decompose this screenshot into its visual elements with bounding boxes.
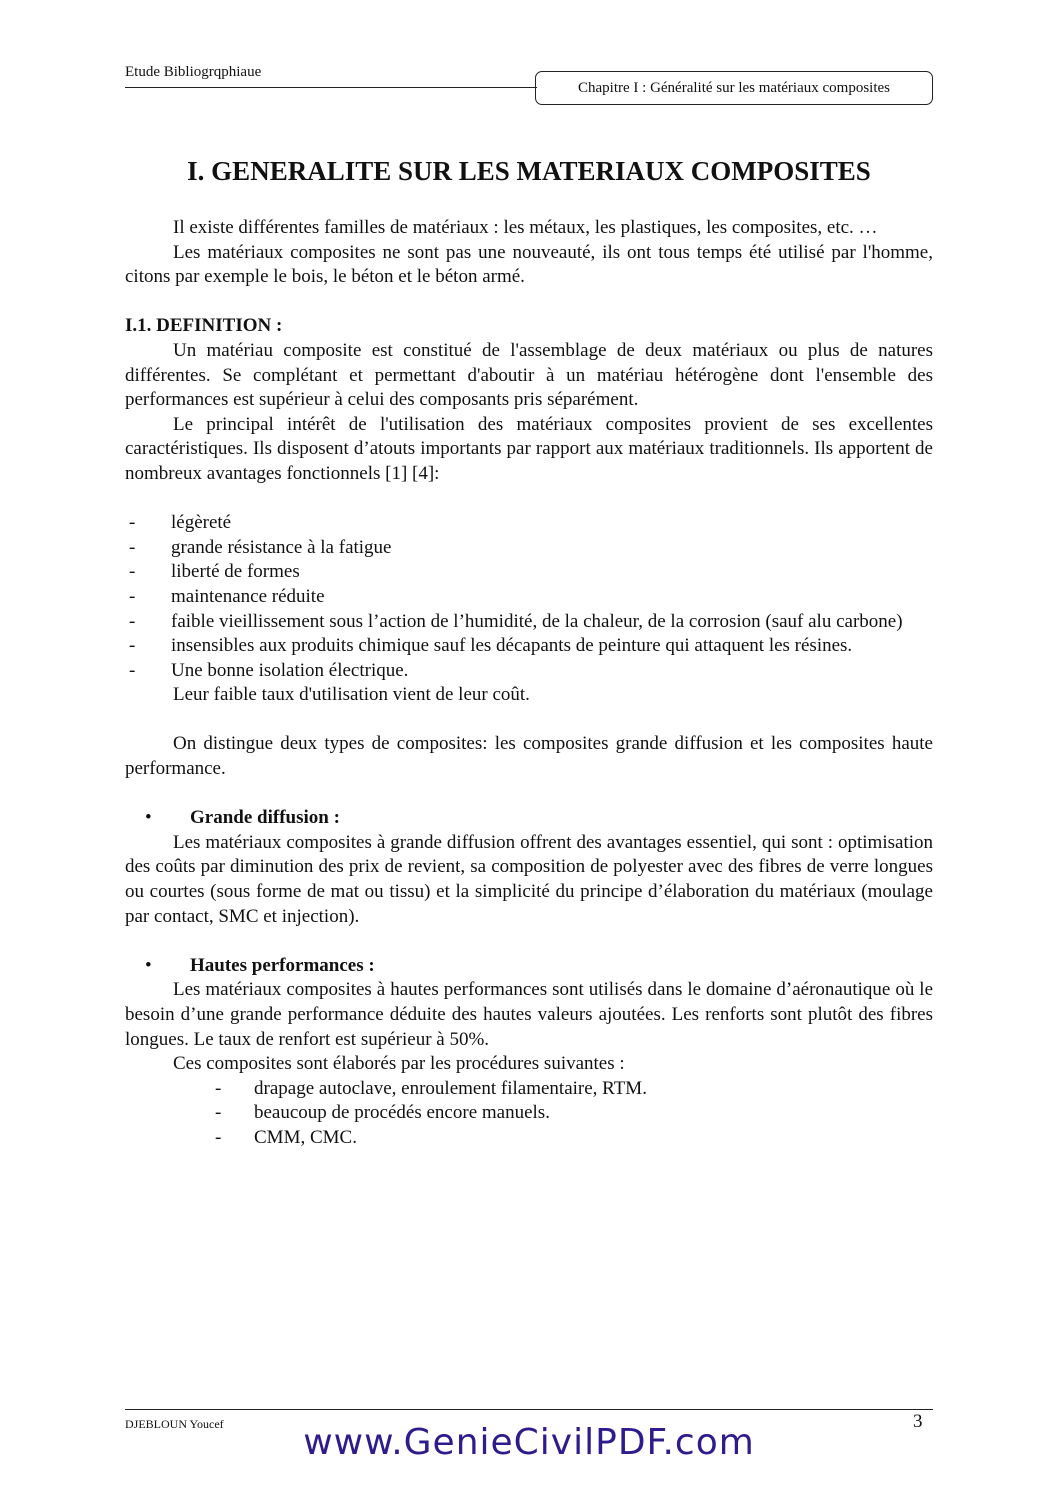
dash-marker: - bbox=[129, 536, 136, 558]
advantages-list bbox=[125, 511, 933, 683]
dash-marker: - bbox=[129, 585, 136, 607]
dash-marker: - bbox=[215, 1077, 222, 1099]
spacer bbox=[125, 929, 933, 954]
footer-author: DJEBLOUN Youcef bbox=[125, 1417, 224, 1431]
types-paragraph: On distingue deux types de composites: les composites grande diffusion et les composites haute performance. bbox=[125, 733, 933, 780]
dash-marker: - bbox=[129, 610, 136, 632]
spacer bbox=[125, 487, 933, 512]
document-body bbox=[125, 216, 933, 1151]
header-rule bbox=[125, 87, 537, 88]
hautes-performances-heading: • Hautes performances : bbox=[125, 954, 933, 979]
footer-rule bbox=[125, 1409, 933, 1410]
dash-marker: - bbox=[215, 1126, 222, 1148]
grande-diffusion-text: Les matériaux composites à grande diffusion offrent des avantages essentiel, qui sont : optimisation des coûts par diminution des prix de revient, sa composition de polyester avec des fibres de verre longues ou courtes (sous forme de mat ou tissu) et la simplicité du principe d’élaboration du matériaux (moulage par contact, SMC et injection). bbox=[125, 831, 933, 927]
dash-marker: - bbox=[129, 659, 136, 681]
dash-marker: - bbox=[129, 561, 136, 583]
bullet-marker: • bbox=[145, 954, 152, 976]
spacer bbox=[125, 708, 933, 733]
intro-paragraph-1: Il existe différentes familles de matériaux : les métaux, les plastiques, les composites, etc. … bbox=[173, 217, 878, 238]
list-item: - Une bonne isolation électrique. bbox=[125, 659, 933, 684]
chapter-box bbox=[535, 71, 933, 105]
list-item: - beaucoup de procédés encore manuels. bbox=[125, 1101, 933, 1126]
bullet-marker: • bbox=[145, 807, 152, 829]
dash-marker: - bbox=[129, 635, 136, 657]
list-item: - grande résistance à la fatigue bbox=[125, 536, 933, 561]
page-title: I. GENERALITE SUR LES MATERIAUX COMPOSITES bbox=[187, 156, 871, 186]
list-item: - légèreté bbox=[125, 511, 933, 536]
definition-paragraph-2: Le principal intérêt de l'utilisation des matériaux composites provient de ses excellentes caractéristiques. Ils disposent d’atouts importants par rapport aux matériaux traditionnels. Ils apportent de nombreux avantages fonctionnels [1] [4]: bbox=[125, 413, 933, 484]
procedures-intro: Ces composites sont élaborés par les procédures suivantes : bbox=[173, 1053, 625, 1075]
spacer bbox=[125, 782, 933, 807]
list-item: - CMM, CMC. bbox=[125, 1126, 933, 1151]
procedures-list bbox=[125, 1077, 933, 1151]
dash-marker: - bbox=[215, 1102, 222, 1124]
list-item: - drapage autoclave, enroulement filamentaire, RTM. bbox=[125, 1077, 933, 1102]
grande-diffusion-heading: • Grande diffusion : bbox=[125, 806, 933, 831]
list-item: - liberté de formes bbox=[125, 560, 933, 585]
definition-heading: I.1. DEFINITION : bbox=[125, 315, 283, 337]
definition-paragraph-1: Un matériau composite est constitué de l'assemblage de deux matériaux ou plus de natures différentes. Se complétant et permettant d'aboutir à un matériau hétérogène dont l'ensemble des performances est supérieur à celui des composants pris séparément. bbox=[125, 339, 933, 411]
spacer bbox=[125, 290, 933, 315]
header-left-text: Etude Bibliogrqphiaue bbox=[125, 64, 262, 80]
list-item: - maintenance réduite bbox=[125, 585, 933, 610]
list-item: - faible vieillissement sous l’action de l’humidité, de la chaleur, de la corrosion (sauf alu carbone) bbox=[125, 610, 933, 635]
chapter-title: Chapitre I : Généralité sur les matériaux composites bbox=[578, 79, 890, 96]
dash-marker: - bbox=[129, 512, 136, 534]
hautes-performances-text: Les matériaux composites à hautes performances sont utilisés dans le domaine d’aéronautique où le besoin d’une grande performance déduite des hautes valeurs ajoutées. Les renforts sont plutôt des fibres longues. Le taux de renfort est supérieur à 50%. bbox=[125, 979, 933, 1050]
cost-note: Leur faible taux d'utilisation vient de leur coût. bbox=[173, 684, 530, 706]
page-number: 3 bbox=[913, 1411, 923, 1432]
intro-paragraph-2: Les matériaux composites ne sont pas une nouveauté, ils ont tous temps été utilisé par l'homme, citons par exemple le bois, le béton et le béton armé. bbox=[125, 241, 933, 288]
watermark-link[interactable]: www.GenieCivilPDF.com bbox=[303, 1422, 755, 1463]
list-item: - insensibles aux produits chimique sauf les décapants de peinture qui attaquent les résines. bbox=[125, 634, 933, 659]
